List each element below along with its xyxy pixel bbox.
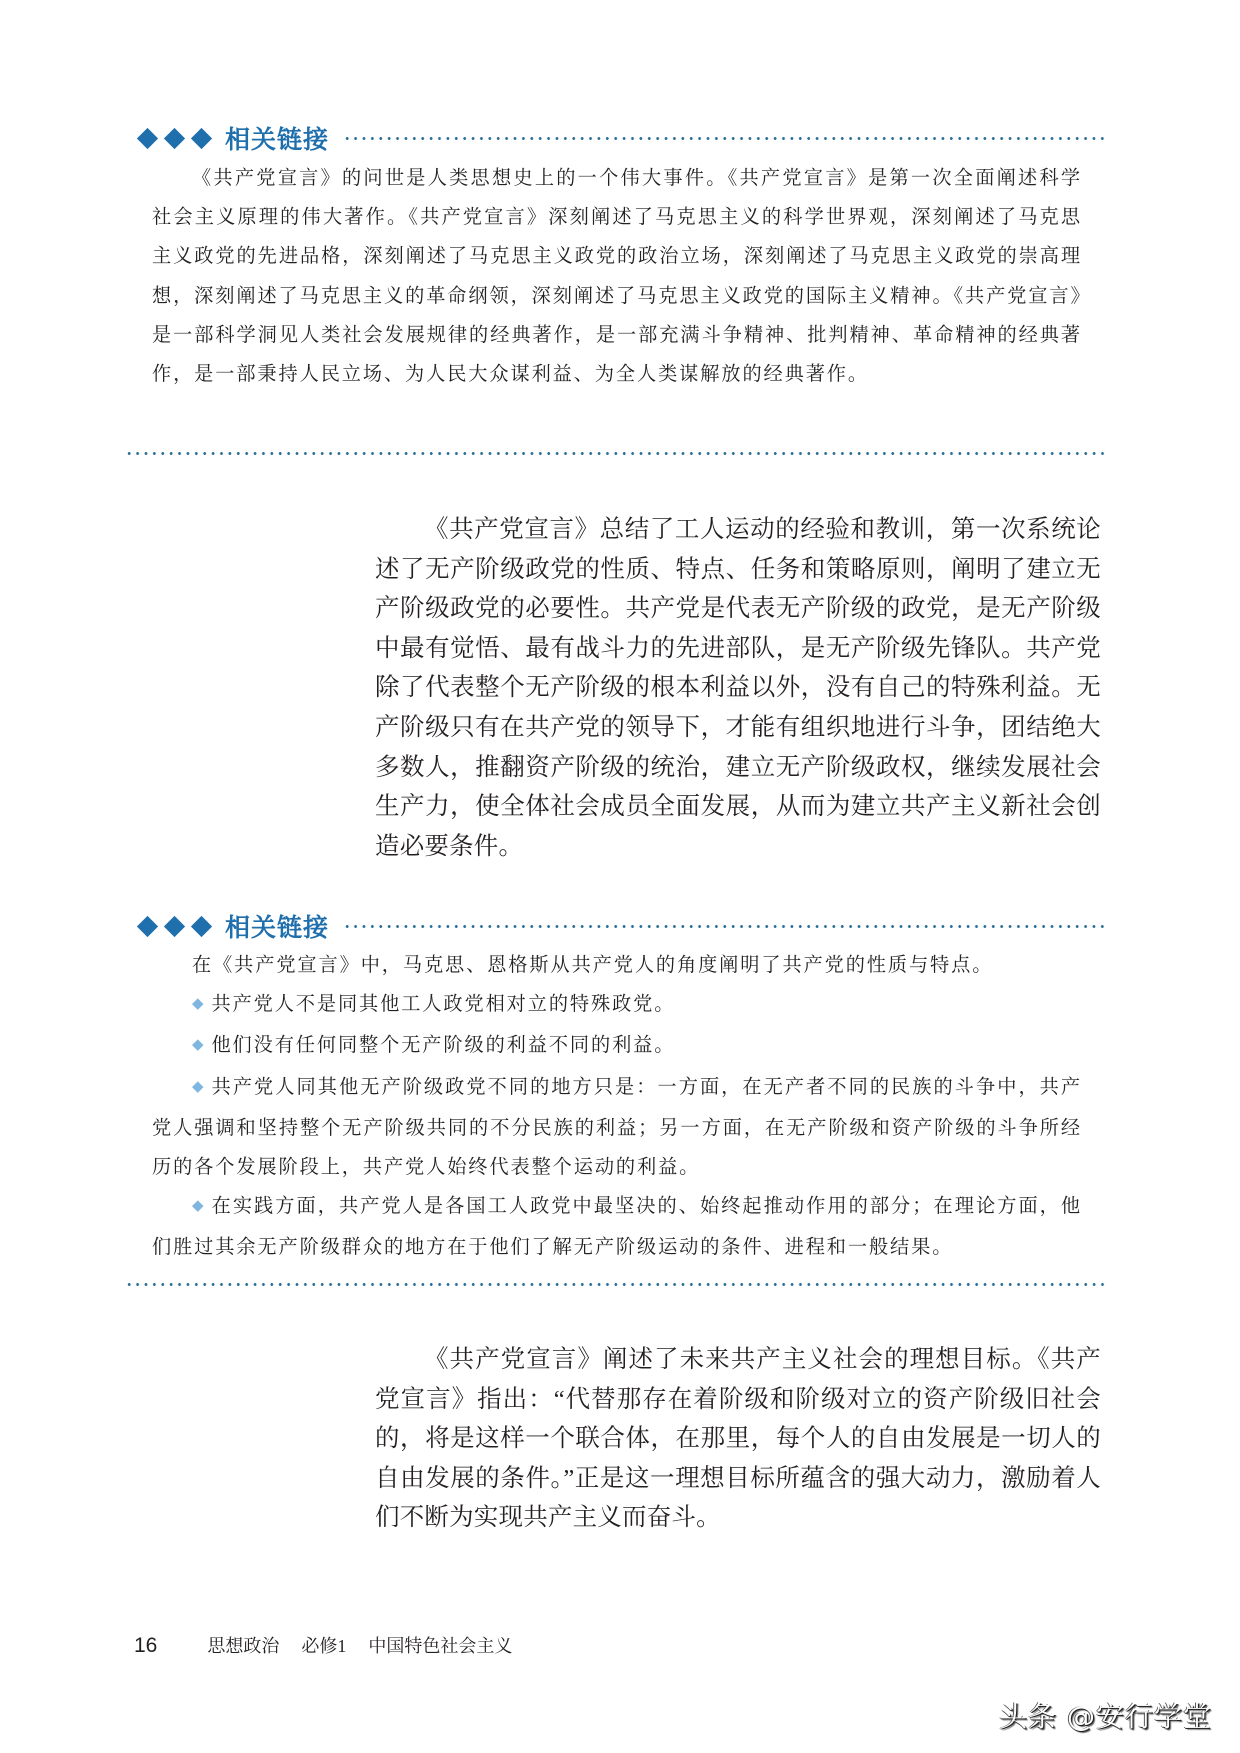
triple-diamond-icon — [138, 131, 211, 146]
page-footer — [134, 1632, 534, 1658]
link-box-2-intro: 在《共产党宣言》中，马克思、恩格斯从共产党人的角度阐明了共产党的性质与特点。 — [192, 953, 994, 976]
diamond-icon — [164, 127, 185, 148]
bullet-item — [152, 1025, 1082, 1066]
small-diamond-bullet-icon: ◆ — [192, 1076, 206, 1095]
watermark: 头条 @安行学堂 — [999, 1700, 1212, 1733]
bullet-text: 在实践方面，共产党人是各国工人政党中最坚决的、始终起推动作用的部分；在理论方面，他们胜过其余无产阶级群众的地方在于他们了解无产阶级运动的条件、进程和一般结果。 — [152, 1194, 1083, 1259]
small-diamond-bullet-icon: ◆ — [192, 1035, 206, 1054]
bullet-item — [152, 1186, 1082, 1266]
diamond-icon — [191, 127, 212, 148]
diamond-icon — [164, 915, 185, 936]
link-box-1-bottom-divider — [125, 452, 1105, 455]
link-box-title: 相关链接 — [225, 125, 330, 154]
footer-subject: 思想政治 — [207, 1636, 280, 1656]
link-box-1-header — [138, 118, 1104, 158]
link-box-2-bottom-divider — [125, 1283, 1105, 1286]
dotted-divider — [343, 925, 1104, 928]
bullet-text: 他们没有任何同整个无产阶级的利益不同的利益。 — [211, 1033, 676, 1057]
main-text-block-2 — [375, 1340, 1101, 1538]
diamond-icon — [191, 915, 212, 936]
link-box-2-body — [152, 945, 1082, 1267]
footer-book-title: 中国特色社会主义 — [368, 1636, 513, 1656]
dotted-divider — [343, 137, 1104, 140]
page-number: 16 — [134, 1634, 158, 1657]
main-paragraph-1: 《共产党宣言》总结了工人运动的经验和教训，第一次系统论述了无产阶级政党的性质、特点、任务和策略原则，阐明了建立无产阶级政党的必要性。共产党是代表无产阶级的政党，是无产阶级中最有觉悟、最有战斗力的先进部队，是无产阶级先锋队。共产党除了代表整个无产阶级的根本利益以外，没有自己的特殊利益。无产阶级只有在共产党的领导下，才能有组织地进行斗争，团结绝大多数人，推翻资产阶级的统治，建立无产阶级政权，继续发展社会生产力，使全体社会成员全面发展，从而为建立共产主义新社会创造必要条件。 — [375, 516, 1101, 860]
triple-diamond-icon — [138, 919, 211, 934]
small-diamond-bullet-icon: ◆ — [192, 1196, 206, 1215]
link-box-1-body — [152, 158, 1082, 393]
main-text-block-1 — [375, 510, 1101, 866]
bullet-text: 共产党人同其他无产阶级政党不同的地方只是：一方面，在无产者不同的民族的斗争中，共产党人强调和坚持整个无产阶级共同的不分民族的利益；另一方面，在无产阶级和资产阶级的斗争所经历的各个发展阶段上，共产党人始终代表整个运动的利益。 — [152, 1074, 1083, 1179]
link-box-title: 相关链接 — [225, 913, 330, 942]
diamond-icon — [137, 915, 158, 936]
bullet-item — [152, 1067, 1082, 1187]
footer-volume: 必修1 — [301, 1636, 347, 1656]
small-diamond-bullet-icon: ◆ — [192, 994, 206, 1013]
bullet-text: 共产党人不是同其他工人政党相对立的特殊政党。 — [211, 992, 676, 1016]
bullet-item — [152, 984, 1082, 1025]
link-box-1-paragraph: 《共产党宣言》的问世是人类思想史上的一个伟大事件。《共产党宣言》是第一次全面阐述科学社会主义原理的伟大著作。《共产党宣言》深刻阐述了马克思主义的科学世界观，深刻阐述了马克思主义政党的先进品格，深刻阐述了马克思主义政党的政治立场，深刻阐述了马克思主义政党的崇高理想，深刻阐述了马克思主义的革命纲领，深刻阐述了马克思主义政党的国际主义精神。《共产党宣言》是一部科学洞见人类社会发展规律的经典著作，是一部充满斗争精神、批判精神、革命精神的经典著作，是一部秉持人民立场、为人民大众谋利益、为全人类谋解放的经典著作。 — [152, 166, 1082, 386]
diamond-icon — [137, 127, 158, 148]
main-paragraph-2: 《共产党宣言》阐述了未来共产主义社会的理想目标。《共产党宣言》指出：“代替那存在着阶级和阶级对立的资产阶级旧社会的，将是这样一个联合体，在那里，每个人的自由发展是一切人的自由发展的条件。”正是这一理想目标所蕴含的强大动力，激励着人们不断为实现共产主义而奋斗。 — [375, 1346, 1101, 1532]
link-box-2-header — [138, 906, 1104, 946]
